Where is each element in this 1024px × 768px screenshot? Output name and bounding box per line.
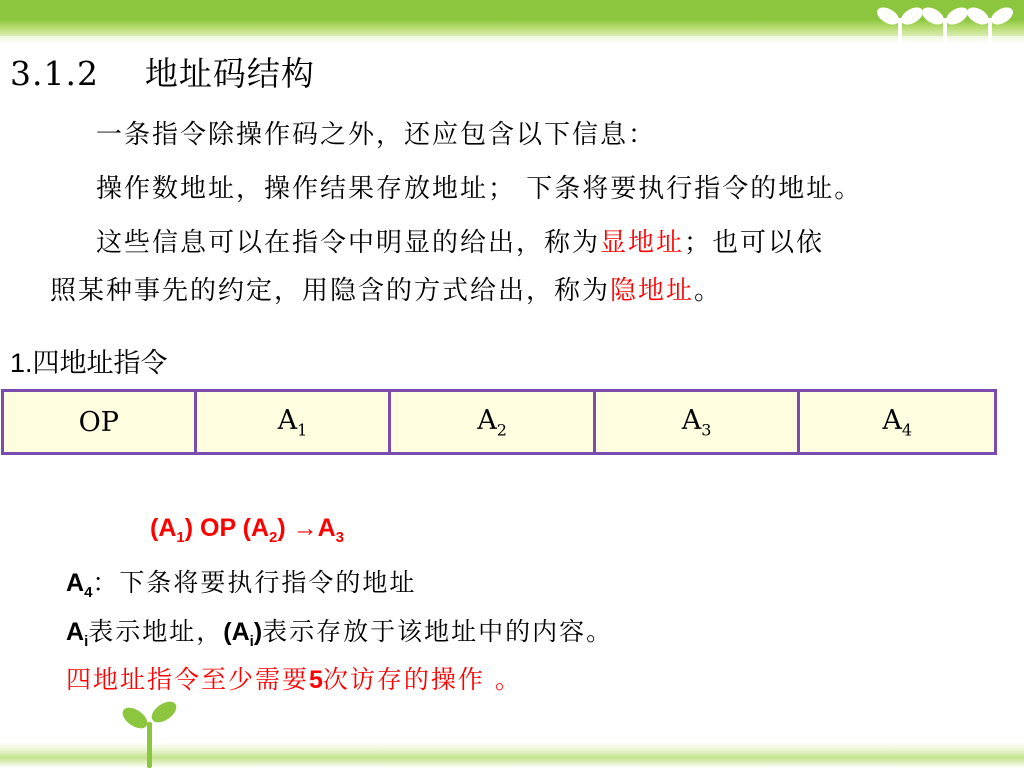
field-a2-label: A (477, 404, 497, 436)
formula-sub-2: 2 (269, 529, 278, 546)
field-a3-label: A (681, 404, 702, 436)
intro-line-3-text: 这些信息可以在指令中明显的给出，称为 (96, 228, 601, 258)
section-label: 四地址指令 (32, 348, 168, 379)
field-a4-label: A (882, 404, 902, 436)
field-a2-sub: 2 (496, 420, 507, 440)
note-a4-text: ：下条将要执行指令的地址 (92, 568, 417, 597)
formula-sub-3: 3 (335, 529, 345, 546)
intro-line-1: 一条指令除操作码之外，还应包含以下信息： (96, 120, 657, 150)
note-ai-text-2: 表示存放于该地址中的内容。 (262, 617, 614, 646)
note-a4-sub: 4 (84, 584, 93, 601)
field-a3-sub: 3 (701, 420, 712, 440)
field-op (3, 391, 196, 454)
note-ai-paren-open: (A (223, 618, 250, 646)
note-ai-symbol: A (66, 618, 85, 646)
note-access-text-1: 四地址指令至少需要 (66, 665, 310, 694)
intro-line-3-tail: ；也可以依 (684, 228, 825, 258)
note-ai (66, 612, 613, 650)
instruction-format-table (1, 389, 997, 455)
field-a4 (799, 391, 996, 454)
formula-part-1: (A (150, 514, 177, 542)
note-access-text-2: 次访存的操作 。 (322, 665, 522, 694)
field-a1-label: A (277, 404, 298, 436)
note-ai-sub-2: i (249, 633, 254, 650)
note-access-count: 5 (309, 666, 323, 694)
intro-line-3 (96, 222, 824, 259)
section-heading (10, 341, 168, 380)
field-a4-sub: 4 (901, 420, 913, 440)
operation-formula (150, 514, 344, 546)
field-a1 (195, 391, 390, 454)
field-a1-sub: 1 (297, 420, 308, 440)
intro-line-2: 操作数地址，操作结果存放地址； 下条将要执行指令的地址。 (96, 174, 863, 204)
note-ai-paren-close: ) (253, 618, 263, 646)
intro-line-4-tail: 。 (694, 276, 723, 306)
formula-part-2: ) OP (A (184, 514, 269, 542)
sprout-decoration-top (870, 0, 1020, 64)
intro-line-4 (50, 270, 722, 307)
intro-line-4-text: 照某种事先的约定，用隐含的方式给出，称为 (50, 276, 611, 306)
page-title: 3.1.2 地址码结构 (10, 54, 315, 93)
field-a3 (594, 391, 799, 454)
formula-part-3: ) →A (277, 514, 336, 542)
note-ai-sub: i (84, 633, 89, 650)
note-memory-access (66, 660, 522, 696)
note-a4 (66, 563, 416, 601)
implicit-address-term: 隐地址 (610, 276, 695, 306)
sprout-decoration-bottom (118, 698, 182, 768)
field-a2 (390, 391, 595, 454)
section-number: 1. (10, 348, 33, 378)
note-a4-symbol: A (66, 569, 85, 597)
formula-sub-1: 1 (176, 529, 185, 546)
explicit-address-term: 显地址 (600, 228, 685, 258)
field-op-label: OP (78, 406, 119, 438)
note-ai-text-1: 表示地址， (88, 617, 224, 646)
format-row (3, 391, 996, 454)
